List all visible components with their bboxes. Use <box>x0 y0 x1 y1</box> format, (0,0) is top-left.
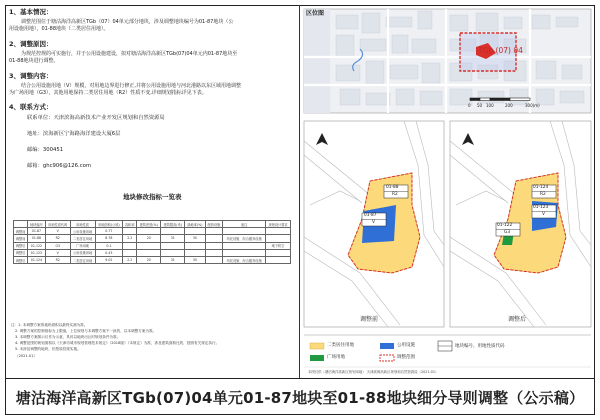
parcel-code-label: V <box>372 220 375 225</box>
legend-public-facility-label: 公用设施 <box>397 343 415 348</box>
section-basic-heading: 1、基本情况： <box>9 8 53 16</box>
table-cell: 调整后 <box>14 242 28 249</box>
basic-text-line: 调整范围位于塘沽海洋高新区TGb（07）04单元部分地块，涉及调整地块编号为01-87地块（公 <box>21 19 234 25</box>
location-map-label: 区位图 <box>306 10 325 17</box>
legend-adjust-range-label: 调整范围 <box>397 355 415 360</box>
table-header-cell: 建筑限高(米) <box>161 221 185 228</box>
location-unit-label: TGb (07) 04 <box>478 46 523 55</box>
parcel-id-label: 01-88 <box>386 185 399 190</box>
table-cell: G3 <box>45 242 70 249</box>
table-cell <box>266 249 291 256</box>
table-header-cell: 绿地率(%) <box>185 221 205 228</box>
table-cell: 二类居住用地 <box>70 235 95 242</box>
table-cell <box>137 228 161 235</box>
map-drawing <box>300 5 595 378</box>
note-line: 3. 本调整方案图示仅作为示意，具体以地块出让时规划条件为准。 <box>15 335 121 339</box>
note-line: 2. 调整方案的控制指标为上限值，上位规划与本调整方案不一致的，以本调整方案为准。 <box>15 329 157 333</box>
legend-note: 本图仅供（塘沽海洋高新区规划用地） 天津滨海高新区规划和自然资源局（2021.01） <box>308 370 439 374</box>
table-header-cell <box>14 221 28 228</box>
table-cell: 广场用地 <box>70 242 95 249</box>
table-cell: 01-122 <box>28 242 46 249</box>
location-map <box>304 9 591 113</box>
contact-address: 地址：滨海新区宁海路海洋建设大厦6层 <box>27 131 121 137</box>
table-header-cell: 用地面积(公顷) <box>95 221 123 228</box>
table-header-cell: 建筑密度(%) <box>137 221 161 228</box>
legend-parcel-code-label: 地块编号、用地性质代码 <box>455 344 505 349</box>
scale-label: 200 <box>505 103 513 108</box>
table-row <box>14 228 291 235</box>
section-content-heading: 3、调整内容： <box>9 72 53 80</box>
map-pane <box>300 5 595 378</box>
scale-label: 0 <box>468 103 471 108</box>
table-cell <box>161 249 185 256</box>
section-contact-heading: 4、联系方式： <box>9 103 53 111</box>
note-line: 4. 调整范围的规划面积以《天津市城市规划管理技术规定》（2018版）（本规定）为准，涉及建筑面积比的，按照有关规定执行。 <box>15 341 220 345</box>
table-cell: 01-123 <box>28 249 46 256</box>
table-cell <box>161 242 185 249</box>
basic-text-line: 用设施用地），01-88地块（二类居住用地）。 <box>9 26 109 32</box>
table-cell: 20 <box>137 256 161 263</box>
table-cell: 地下防空 <box>266 242 291 249</box>
table-cell <box>205 256 223 263</box>
legend <box>304 335 591 367</box>
map-before-caption: 调整前 <box>360 316 379 323</box>
table-header-cell: 备注 <box>223 221 266 228</box>
note-line: 注：1. 本调整方案的地块面积以最终实测为准。 <box>11 323 88 327</box>
table-cell: 31 <box>161 235 185 242</box>
table-cell <box>266 235 291 242</box>
footer-title: 塘沽海洋高新区TGb(07)04单元01-87地块至01-88地块细分导则调整（公示稿） <box>5 378 595 415</box>
table-cell: 30 <box>185 256 205 263</box>
table-header-row <box>14 221 291 228</box>
table-cell <box>205 235 223 242</box>
reason-text-line: 01-88地块进行调整。 <box>9 58 59 64</box>
table-header-cell: 地块编号 <box>28 221 46 228</box>
table-cell <box>123 242 137 249</box>
parcel-id-label: 01-87 <box>364 213 377 218</box>
scale-label: 300(m) <box>525 103 540 108</box>
table-cell <box>137 249 161 256</box>
table-cell <box>185 242 205 249</box>
table-cell: 30 <box>185 235 205 242</box>
table-row <box>14 249 291 256</box>
table-cell <box>185 249 205 256</box>
table-cell <box>123 228 137 235</box>
table-cell: 幼托设施、综合服务设施 <box>223 256 266 263</box>
table-header-cell: 用地性质 <box>70 221 95 228</box>
table-cell <box>205 228 223 235</box>
scale-label: 50 <box>477 103 483 108</box>
table-cell: 31 <box>161 256 185 263</box>
contact-email: 邮箱：ghc906@126.com <box>27 163 92 169</box>
table-cell: 01-88 <box>28 235 46 242</box>
contact-zip: 邮编：300451 <box>27 147 64 153</box>
table-row <box>14 235 291 242</box>
table-cell <box>137 242 161 249</box>
table-cell: 2.2 <box>123 235 137 242</box>
table-cell: R2 <box>45 235 70 242</box>
table-cell <box>205 242 223 249</box>
table-cell: 0.43 <box>95 249 123 256</box>
scale-label: 100 <box>486 103 494 108</box>
legend-plaza-label: 广场用地 <box>327 355 345 360</box>
parcel-id-label: 01-122 <box>497 223 513 228</box>
contact-org: 联系单位：天津滨海高新技术产业开发区规划和自然资源局 <box>27 115 165 121</box>
table-cell: 01-124 <box>28 256 46 263</box>
table-header-cell: 容积率 <box>123 221 137 228</box>
table-cell: 9.02 <box>95 256 123 263</box>
parcel-code-label: V <box>542 212 545 217</box>
note-year: （2021.01） <box>15 354 38 358</box>
table-cell <box>223 228 266 235</box>
map-after <box>450 121 591 327</box>
table-cell <box>266 228 291 235</box>
table-cell: R2 <box>45 256 70 263</box>
table-cell: 8.78 <box>95 235 123 242</box>
reason-text-line: 为规范控规的可实施行，并于公用设施建设，拟对塘沽海洋高新区TGb(07)04单元内01-87地块至 <box>21 51 238 57</box>
table-cell <box>266 256 291 263</box>
table-cell: 0.1 <box>95 242 123 249</box>
table-header-cell: 规划设计要求 <box>266 221 291 228</box>
table-cell: 0.77 <box>95 228 123 235</box>
table-cell: 01-87 <box>28 228 46 235</box>
table-cell <box>223 249 266 256</box>
table-header-cell: 用地性质代码 <box>45 221 70 228</box>
content-text-line: 为广场用地（G3），其他用地保持二类居住用地（R2）性质不变,详细规划指标详见下表。 <box>9 90 207 96</box>
table-cell <box>205 249 223 256</box>
parcel-id-label: 01-123 <box>533 205 549 210</box>
parcel-code-label: R2 <box>540 192 546 197</box>
index-table <box>13 220 291 264</box>
parcel-code-label: R2 <box>392 192 398 197</box>
table-cell: 2.2 <box>123 256 137 263</box>
table-cell: V <box>45 228 70 235</box>
table-cell <box>223 242 266 249</box>
table-cell: 幼托设施、综合服务设施 <box>223 235 266 242</box>
table-cell: V <box>45 249 70 256</box>
table-cell: 公用设施用地 <box>70 228 95 235</box>
section-reason-heading: 2、调整原因： <box>9 40 53 48</box>
table-cell: 调整后 <box>14 249 28 256</box>
table-row <box>14 256 291 263</box>
content-text-line: 结合公用设施用地（V）规模，对用地边界进行修正,并将公用设施用地与河北港路以东区域用地调整 <box>21 83 242 89</box>
parcel-id-label: 01-124 <box>533 185 549 190</box>
table-cell: 调整前 <box>14 235 28 242</box>
table-cell: 调整前 <box>14 228 28 235</box>
table-row <box>14 242 291 249</box>
parcel-code-label: G3 <box>504 230 511 235</box>
table-cell: 二类居住用地 <box>70 256 95 263</box>
description-pane <box>5 5 300 378</box>
table-title: 地块修改指标一览表 <box>123 193 182 201</box>
table-cell <box>161 228 185 235</box>
note-line: 5. 未涉及调整的地块，仍按原控规实施。 <box>15 347 81 351</box>
map-after-caption: 调整后 <box>508 316 527 323</box>
table-cell <box>123 249 137 256</box>
table-header-cell: 配套设施 <box>205 221 223 228</box>
table-cell: 调整后 <box>14 256 28 263</box>
table-cell: 20 <box>137 235 161 242</box>
table-cell <box>185 228 205 235</box>
legend-residential-label: 二类居住用地 <box>327 343 354 348</box>
table-cell: 公用设施用地 <box>70 249 95 256</box>
